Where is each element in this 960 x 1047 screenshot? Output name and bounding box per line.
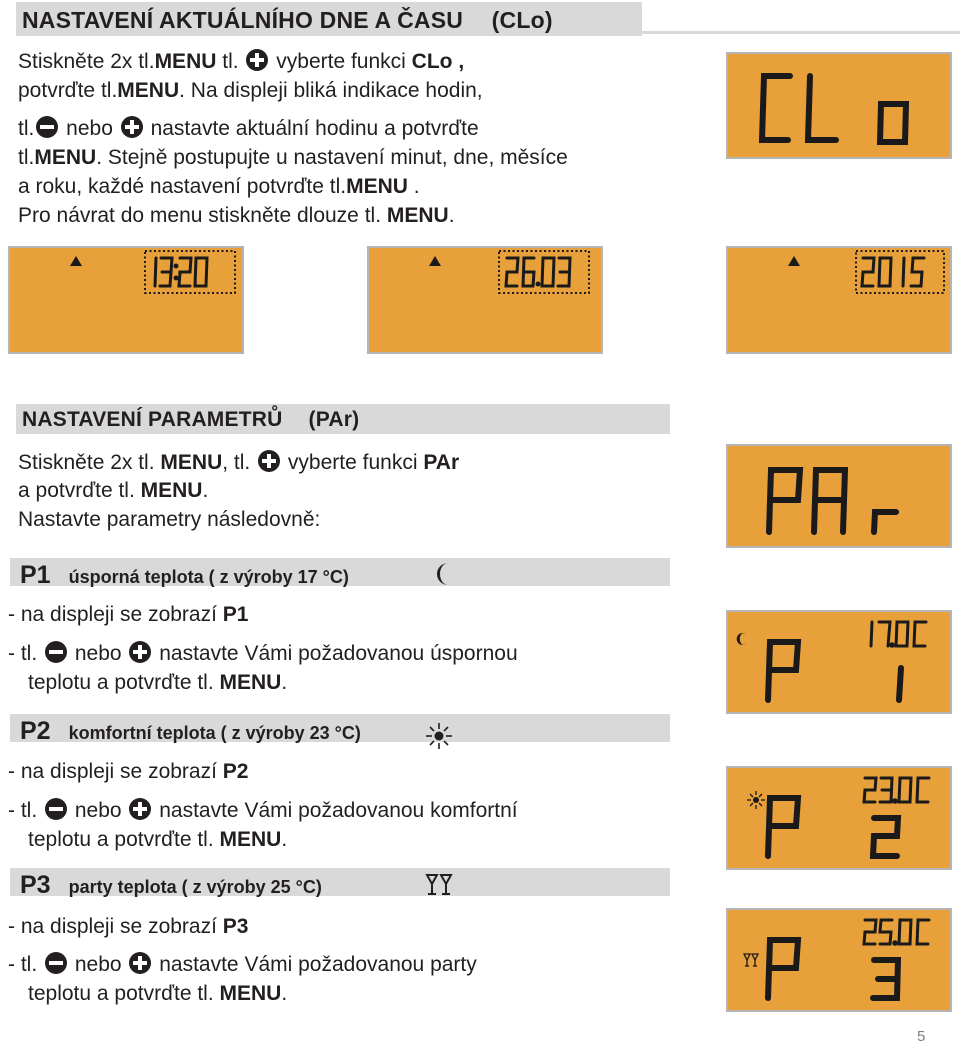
lcd-par-digits — [728, 446, 950, 546]
lcd-display-clo — [726, 52, 952, 159]
minus-icon — [45, 641, 67, 663]
lcd-p3-content — [728, 910, 950, 1010]
p3-title: party teplota ( z výroby 25 °C) — [68, 877, 322, 897]
p2-title: komfortní teplota ( z výroby 23 °C) — [68, 723, 361, 743]
minus-icon — [45, 798, 67, 820]
lcd-time-content — [10, 248, 242, 352]
minus-icon — [45, 952, 67, 974]
section1-line4: tl.MENU. Stejně postupujte u nastavení minut, dne, měsíce — [18, 146, 568, 169]
p1-set-line: - tl. nebo nastavte Vámi požadovanou úspornou — [8, 642, 518, 665]
p2-confirm-line: teplotu a potvrďte tl. MENU. — [28, 828, 288, 851]
section2-code: (PAr) — [308, 408, 360, 431]
section1-line6: Pro návrat do menu stiskněte dlouze tl. MENU. — [18, 204, 455, 227]
page-number: 5 — [917, 1028, 926, 1045]
plus-icon — [258, 450, 280, 472]
p1-number: P1 — [20, 561, 51, 589]
plus-icon — [129, 641, 151, 663]
arrow-up-icon — [788, 256, 800, 266]
lcd-display-time — [8, 246, 244, 354]
section1-line2: potvrďte tl.MENU. Na displeji bliká indikace hodin, — [18, 79, 483, 102]
lcd-display-p3 — [726, 908, 952, 1012]
lcd-display-date — [367, 246, 603, 354]
lcd-p2-content — [728, 768, 950, 868]
p2-number: P2 — [20, 717, 51, 745]
p3-confirm-line: teplotu a potvrďte tl. MENU. — [28, 982, 288, 1005]
p2-show-line: - na displeji se zobrazí P2 — [8, 760, 249, 783]
lcd-display-par — [726, 444, 952, 548]
p2-header — [20, 717, 361, 746]
lcd-display-p2 — [726, 766, 952, 870]
sun-icon — [425, 722, 453, 750]
lcd-date-content — [369, 248, 601, 352]
party-glasses-icon — [425, 873, 453, 897]
section2-title-text: NASTAVENÍ PARAMETRŮ — [22, 408, 283, 431]
p1-show-line: - na displeji se zobrazí P1 — [8, 603, 249, 626]
section1-title-text: NASTAVENÍ AKTUÁLNÍHO DNE A ČASU — [22, 7, 464, 33]
plus-icon — [129, 798, 151, 820]
p1-header — [20, 561, 349, 590]
section2-title — [22, 408, 359, 432]
section1-title — [22, 7, 553, 34]
sun-icon — [747, 791, 765, 809]
p3-header — [20, 871, 322, 900]
minus-icon — [36, 116, 58, 138]
section1-code: (CLo) — [491, 7, 553, 33]
lcd-display-year — [726, 246, 952, 354]
plus-icon — [129, 952, 151, 974]
section2-line3: Nastavte parametry následovně: — [18, 508, 321, 531]
moon-icon — [434, 560, 452, 588]
section1-line3: tl. nebo nastavte aktuální hodinu a potvrďte — [18, 117, 479, 140]
lcd-p1-content — [728, 612, 950, 712]
section2-line2: a potvrďte tl. MENU. — [18, 479, 209, 502]
arrow-up-icon — [429, 256, 441, 266]
arrow-up-icon — [70, 256, 82, 266]
lcd-display-p1 — [726, 610, 952, 714]
party-glasses-icon — [744, 954, 758, 966]
plus-icon — [246, 49, 268, 71]
section1-line5: a roku, každé nastavení potvrďte tl.MENU . — [18, 175, 420, 198]
p3-show-line: - na displeji se zobrazí P3 — [8, 915, 249, 938]
p2-set-line: - tl. nebo nastavte Vámi požadovanou komfortní — [8, 799, 518, 822]
section2-line1: Stiskněte 2x tl. MENU, tl. vyberte funkci PAr — [18, 451, 460, 474]
moon-icon — [737, 633, 746, 645]
section1-header-rule — [642, 31, 960, 34]
p3-number: P3 — [20, 871, 51, 899]
plus-icon — [121, 116, 143, 138]
p1-title: úsporná teplota ( z výroby 17 °C) — [68, 567, 349, 587]
lcd-clo-digits — [728, 54, 950, 157]
lcd-year-content — [728, 248, 950, 352]
p3-set-line: - tl. nebo nastavte Vámi požadovanou party — [8, 953, 477, 976]
p1-confirm-line: teplotu a potvrďte tl. MENU. — [28, 671, 288, 694]
section1-line1: Stiskněte 2x tl.MENU tl. vyberte funkci CLo , — [18, 50, 465, 73]
